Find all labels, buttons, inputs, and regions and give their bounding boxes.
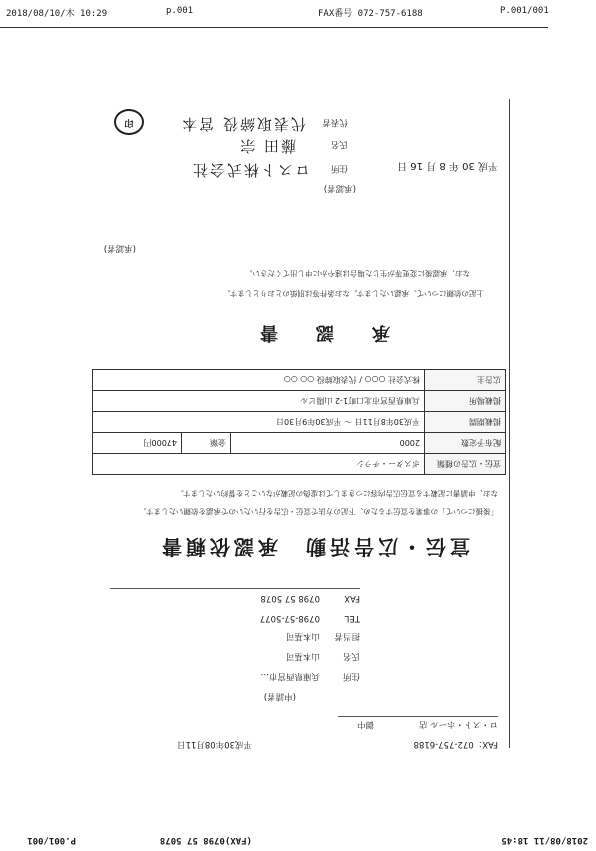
approval-title: 承 認 書 xyxy=(250,322,390,343)
applicant-name-label: 氏名 xyxy=(342,651,360,661)
table-row xyxy=(93,454,506,475)
form-fax-line: FAX：072-757-6188 xyxy=(413,739,498,749)
applicant-address: 兵庫県西宮市… xyxy=(260,671,320,681)
approval-text-1: 上記の依頼について、承認いたします。なお条件等は別紙のとおりとします。 xyxy=(223,289,484,298)
table-row xyxy=(93,391,506,412)
addressee: ロ・スト・ホール 店 xyxy=(418,719,498,729)
applicant-underline xyxy=(110,588,360,589)
row-label: 掲載場所 xyxy=(425,391,506,412)
applicant-address-label: 住所 xyxy=(342,671,360,681)
approver-address: ロスト株式会社 xyxy=(190,161,310,179)
approval-label: (承認者) xyxy=(103,243,136,253)
request-intro-2: なお、申請書に記載する宣伝広告内容につきましては虚偽の記載がないことを誓約いたします。 xyxy=(176,489,498,498)
applicant-person: 山本基司 xyxy=(285,631,320,641)
applicant-name: 山本基司 xyxy=(285,651,320,661)
request-table xyxy=(92,369,506,475)
approver-rep: 代表取締役 宮本 xyxy=(180,115,306,133)
applicant-fax: 0798 57 5078 xyxy=(260,593,320,603)
row-value: 兵庫県西宮市北口町1-2 山陽ビル xyxy=(93,391,425,412)
table-row xyxy=(93,412,506,433)
applicant-tel: 0798-57-5077 xyxy=(259,613,320,623)
row-label: 配布予定数 xyxy=(425,433,506,454)
approver-name: 藤田 宗 xyxy=(238,137,296,155)
applicant-tel-label: TEL xyxy=(344,613,360,623)
row-value: 平成30年8月11日 ～ 平成30年9月30日 xyxy=(93,412,425,433)
applicant-person-label: 担当者 xyxy=(334,631,360,641)
fax-datetime: 2018/08/10/木 10:29 xyxy=(6,9,108,19)
table-row xyxy=(93,370,506,391)
row-label: 広告主 xyxy=(425,370,506,391)
row-value: 2000 xyxy=(231,433,425,454)
approver-name-label: 氏名 xyxy=(330,139,348,149)
sender-datetime: 2018/08/11 18:45 xyxy=(501,835,588,845)
applicant-fax-label: FAX xyxy=(344,593,360,603)
sender-fax: (FAX)0798 57 5078 xyxy=(159,835,252,845)
approver-address-label: 住所 xyxy=(330,163,348,173)
row-extra-label: 金額 xyxy=(182,433,231,454)
applicant-label: (申請者) xyxy=(263,691,296,701)
approver-org-label: (承認者) xyxy=(323,183,356,193)
addressee-underline xyxy=(338,716,498,717)
approver-date: 平成 30 年 8 月 16 日 xyxy=(397,160,498,171)
approval-text-2: なお、承認後に変更等が生じた場合は速やかに申し出てください。 xyxy=(245,269,470,278)
row-value: 株式会社 ○○○ / 代表取締役 ○○ ○○ xyxy=(93,370,425,391)
fax-page-no: p.001 xyxy=(166,6,194,16)
addressee-suffix: 御中 xyxy=(356,719,374,729)
approver-rep-label: 代表者 xyxy=(322,117,348,127)
form-date: 平成30年08月11日 xyxy=(177,739,252,749)
company-seal: 印 xyxy=(114,109,144,135)
row-extra: 47000円 xyxy=(93,433,182,454)
row-value: ポスター・チラシ xyxy=(93,454,425,475)
request-title: 宣伝・広告活動 承認依頼書 xyxy=(158,535,470,559)
fax-number: FAX番号 072-757-6188 xyxy=(318,9,423,19)
row-label: 掲載期間 xyxy=(425,412,506,433)
fax-page-count: P.001/001 xyxy=(500,6,549,16)
sender-page: P.001/001 xyxy=(27,835,76,845)
row-label: 宣伝・広告の種類 xyxy=(425,454,506,475)
table-row xyxy=(93,433,506,454)
request-intro-1: 「後援について」の事業を宣伝するため、下記の方法で宣伝・広告を行いたいので承認を依頼いたします。 xyxy=(139,507,498,516)
